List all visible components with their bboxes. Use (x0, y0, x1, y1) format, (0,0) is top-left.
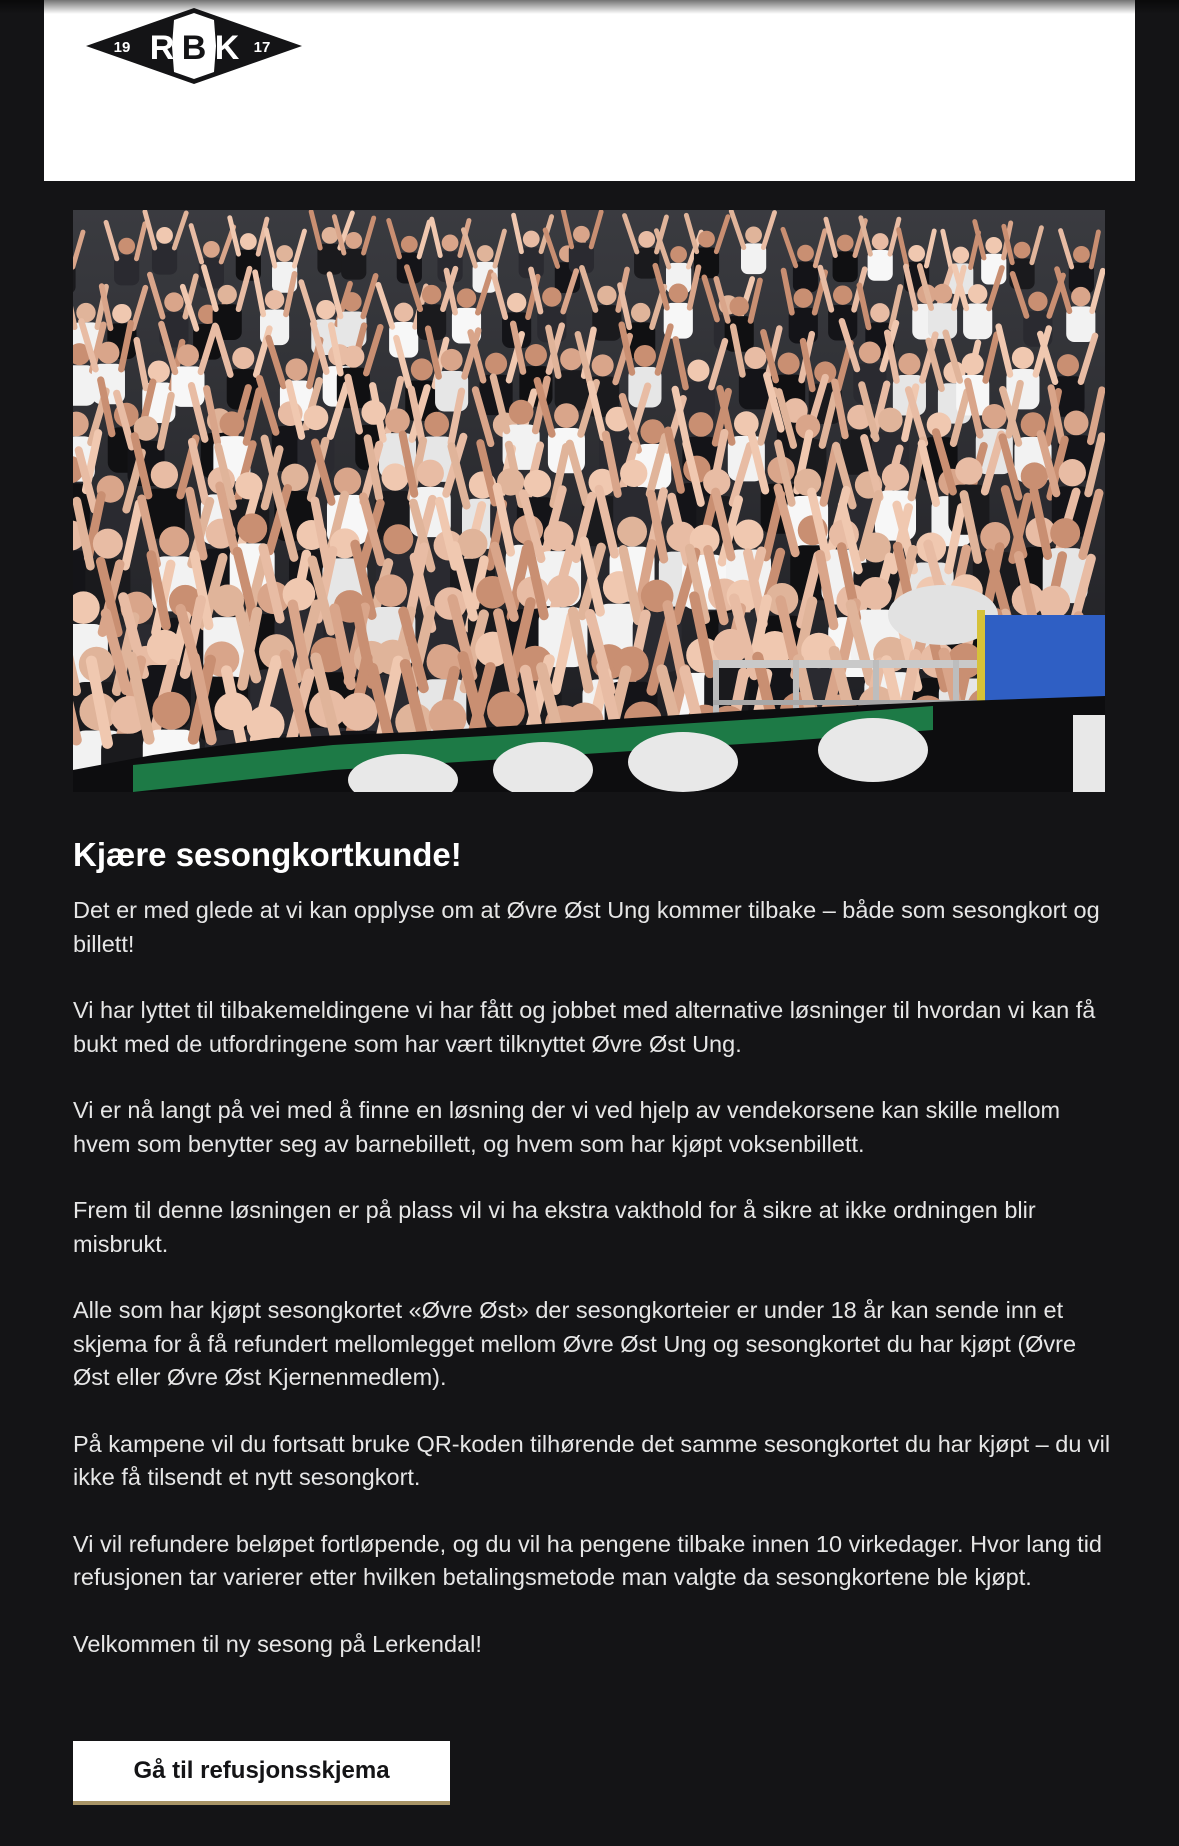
top-edge-shadow (0, 0, 1179, 14)
logo-year-right: 17 (253, 39, 271, 56)
paragraph-3: Vi er nå langt på vei med å finne en løsning der vi ved hjelp av vendekorsene kan skille mellom hvem som benytter seg av barnebillett, og hvem som har kjøpt voksenbillett. (73, 1097, 1061, 1157)
paragraph-4: Frem til denne løsningen er på plass vil vi ha ekstra vakthold for å sikre at ikke ordningen blir misbrukt. (73, 1197, 1036, 1257)
paragraph-1: Det er med glede at vi kan opplyse om at Øvre Øst Ung kommer tilbake – både som sesongkort og billett! (73, 897, 1100, 957)
article-heading: Kjære sesongkortkunde! (73, 836, 462, 873)
paragraph-8: Velkommen til ny sesong på Lerkendal! (73, 1630, 482, 1657)
paragraph-6: På kampene vil du fortsatt bruke QR-koden tilhørende det samme sesongkortet du har kjøpt – du vil ikke få tilsendt et nytt sesongkort. (73, 1430, 1111, 1490)
logo-letter-k: K (214, 29, 240, 67)
logo-letter-r: R (149, 29, 175, 67)
crowd-photo-illustration (73, 210, 1105, 792)
refund-form-button[interactable]: Gå til refusjonsskjema (73, 1741, 450, 1805)
paragraph-2: Vi har lyttet til tilbakemeldingene vi har fått og jobbet med alternative løsninger til hvordan vi kan få bukt med de utfordringene som har vært tilknyttet Øvre Øst Ung. (73, 997, 1096, 1057)
paragraph-5: Alle som har kjøpt sesongkortet «Øvre Øst» der sesongkorteier er under 18 år kan sende inn et skjema for å få refundert mellomlegget mellom Øvre Øst Ung og sesongkortet du har kjøpt (Øvre Øst eller Øvre Øst Kjernenmedlem). (73, 1297, 1077, 1390)
paragraph-7: Vi vil refundere beløpet fortløpende, og du vil ha pengene tilbake innen 10 virkedager. Hvor lang tid refusjonen tar varierer etter hvilken betalingsmetode man valgte da sesongkortene ble kjøpt. (73, 1530, 1102, 1590)
logo-letter-b: B (181, 29, 207, 67)
hero-stadium-crowd-image (73, 210, 1105, 792)
article-body (73, 832, 1113, 1694)
blue-flag (981, 615, 1105, 710)
yellow-flag-edge (977, 610, 985, 714)
rbk-logo[interactable] (84, 6, 304, 86)
email-header (44, 0, 1135, 181)
logo-year-left: 19 (113, 39, 131, 56)
